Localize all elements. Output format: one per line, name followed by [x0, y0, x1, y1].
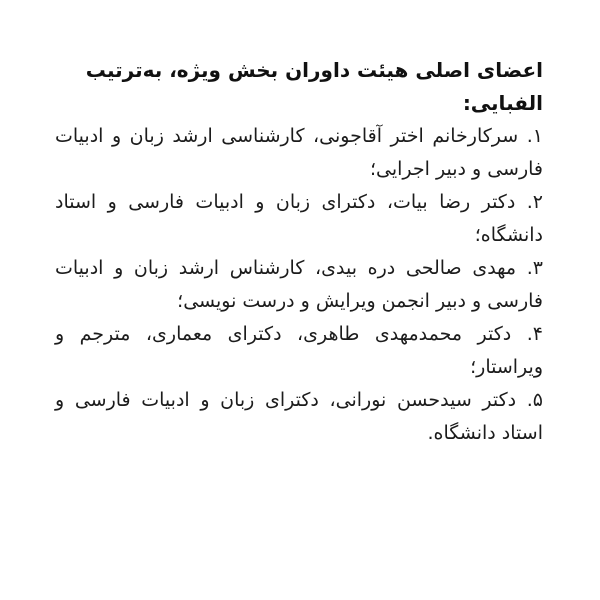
jury-member-item-5: ۵. دکتر سیدحسن نورانی، دکترای زبان و ادبیات فارسی و استاد دانشگاه.	[55, 389, 543, 444]
jury-member-item-4: ۴. دکتر محمدمهدی طاهری، دکترای معماری، مترجم و ویراستار؛	[55, 323, 543, 378]
document-title: اعضای اصلی هیئت داوران بخش ویژه، به‌ترتیب الفبایی:	[85, 58, 543, 115]
jury-member-item-1: ۱. سرکارخانم اختر آقاجونی، کارشناسی ارشد زبان و ادبیات فارسی و دبیر اجرایی؛	[55, 125, 543, 180]
jury-member-item-2: ۲. دکتر رضا بیات، دکترای زبان و ادبیات فارسی و استاد دانشگاه؛	[55, 191, 543, 246]
jury-members-text-block	[55, 54, 543, 450]
jury-member-item-3: ۳. مهدی صالحی دره بیدی، کارشناس ارشد زبان و ادبیات فارسی و دبیر انجمن ویرایش و درست نویسی؛	[55, 257, 543, 312]
